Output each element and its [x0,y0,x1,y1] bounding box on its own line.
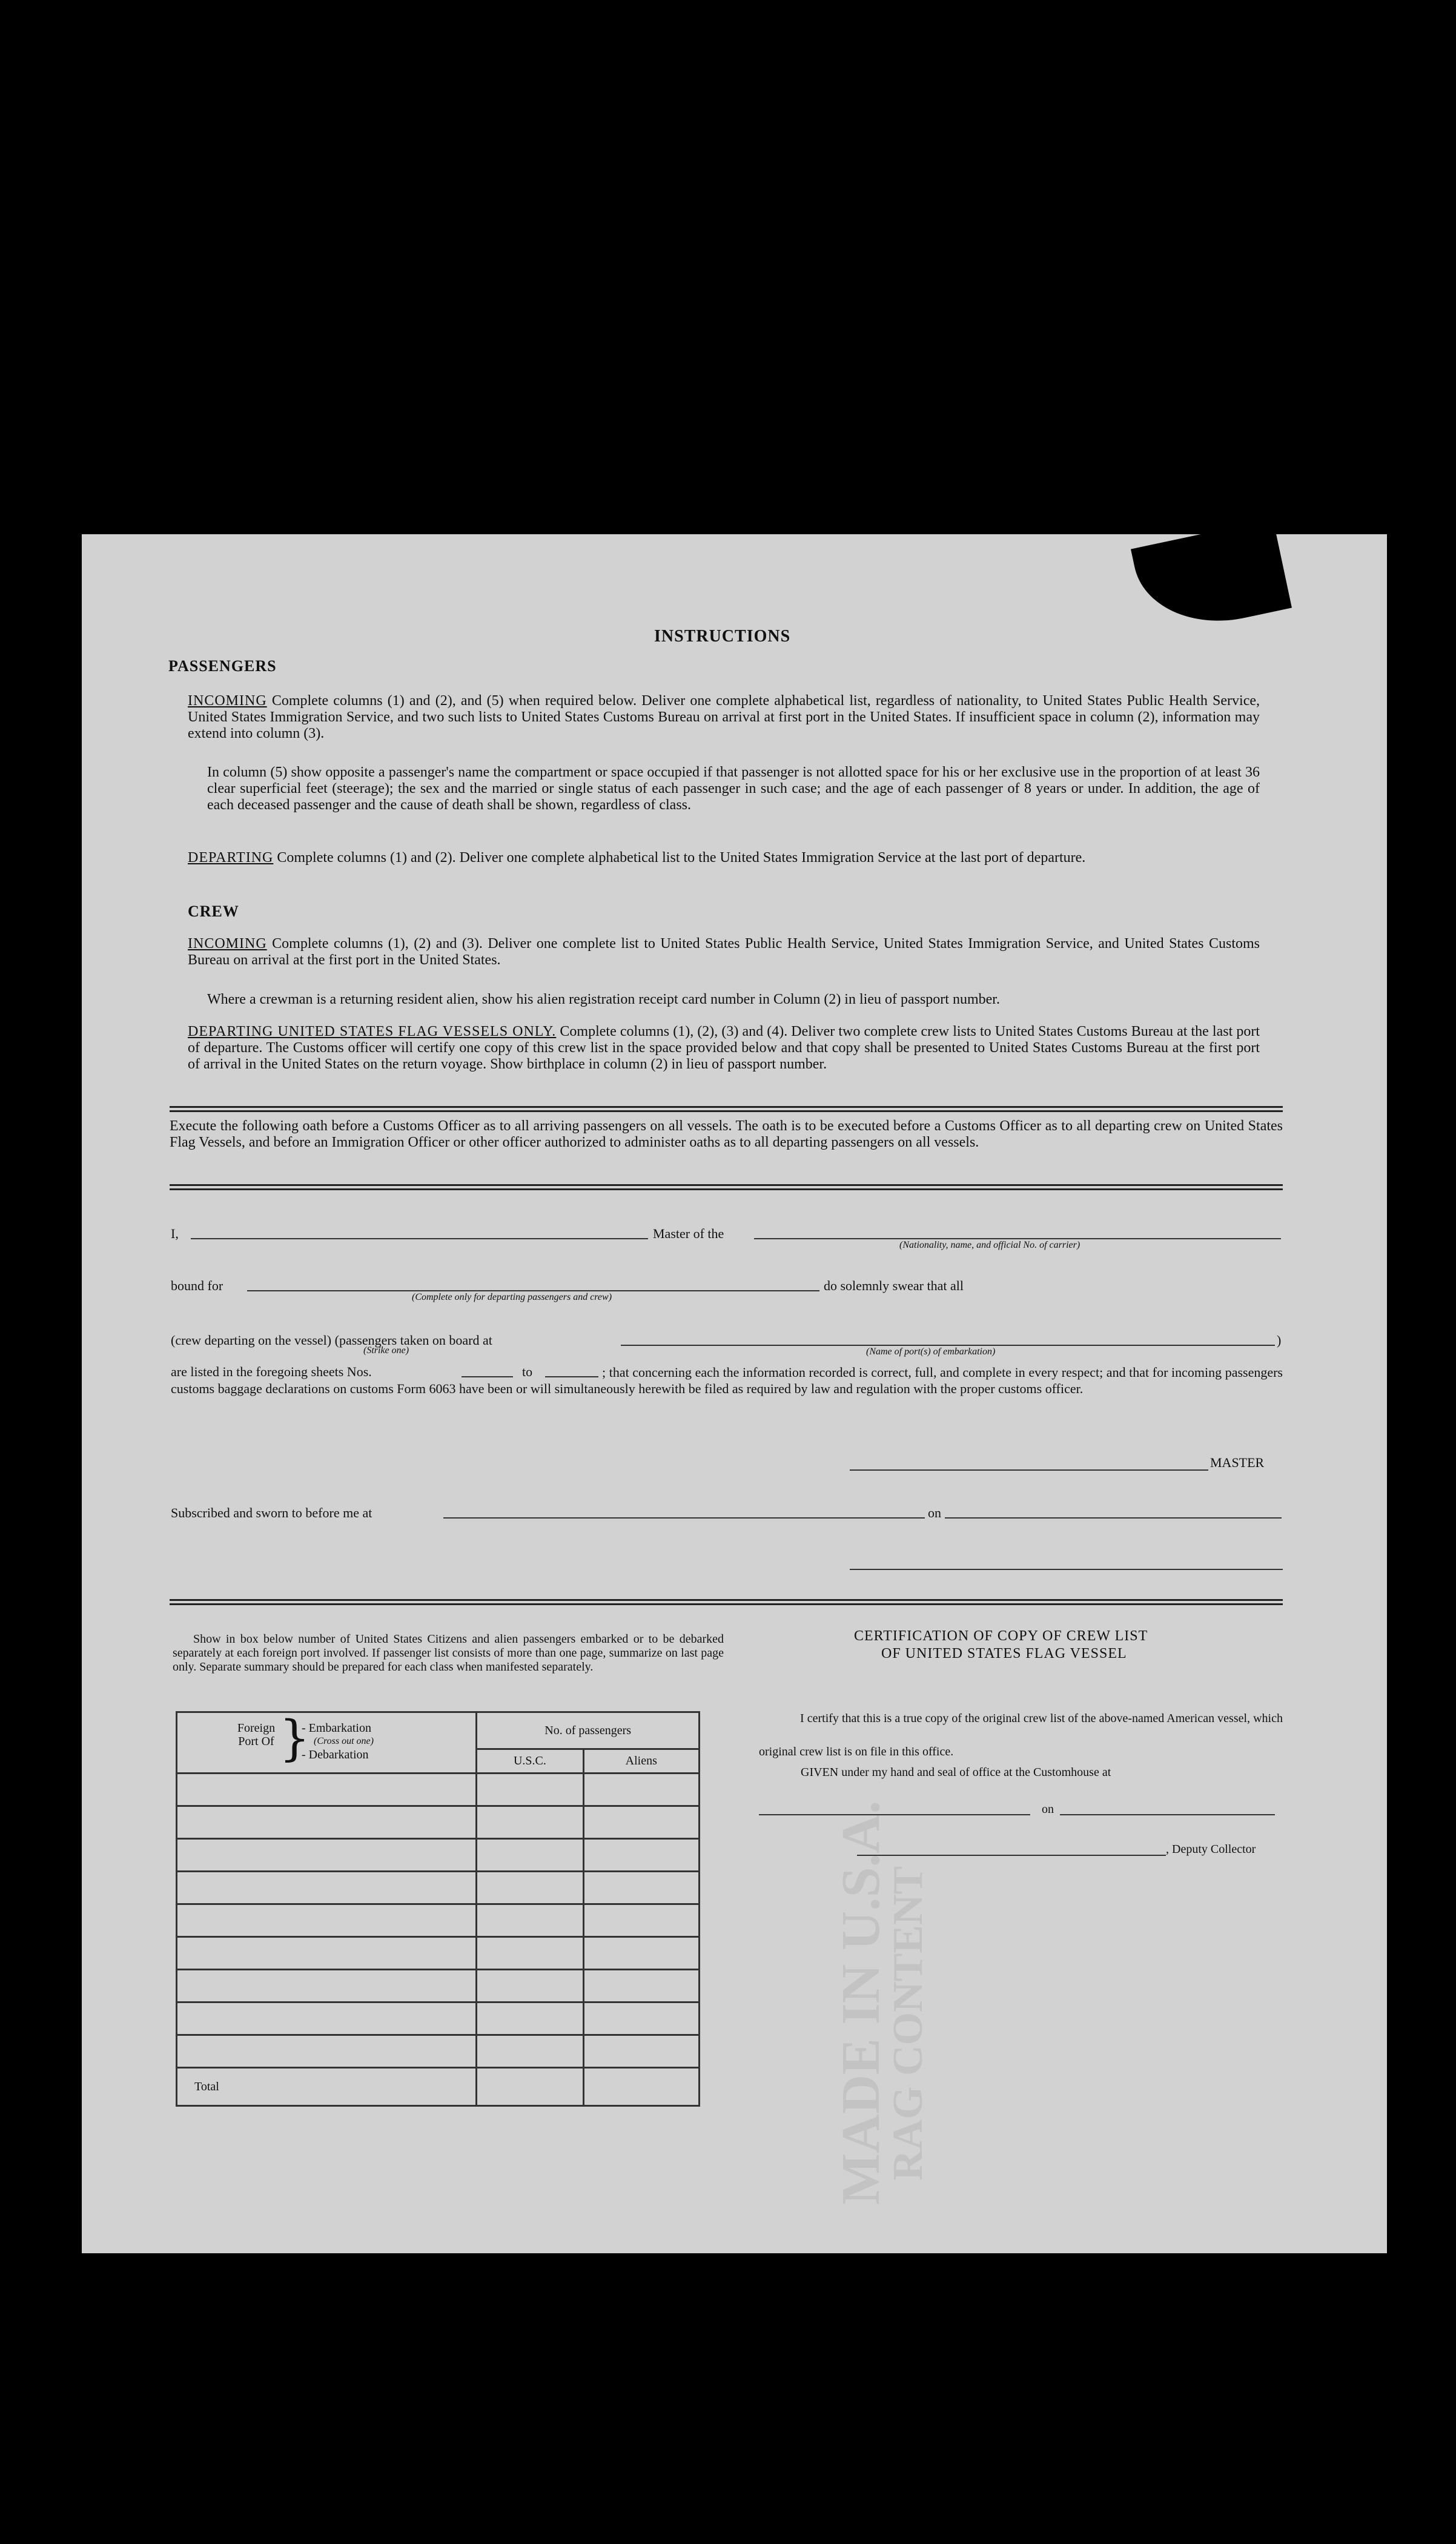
usc-cell[interactable] [477,2035,583,2068]
port-cell[interactable] [177,1904,477,1937]
oath-master-of: Master of the [653,1226,724,1241]
aliens-total-cell[interactable] [583,2068,699,2106]
passengers-column5-text: In column (5) show opposite a passenger's name the compartment or space occupied if that passenger is not allotted space for his or her exclusive use in the proportion of at least 36 clear superficial feet (steerage); the sex and the married or single status of each passenger in such case; and the age of each passenger of 8 years or under. In addition, the age of each deceased passenger and the cause of death shall be shown, regardless of class. [207,764,1260,813]
usc-cell[interactable] [477,1904,583,1937]
embarkation-ports-line[interactable] [621,1345,1275,1346]
port-cell[interactable] [177,1937,477,1970]
master-name-line[interactable] [191,1238,648,1239]
table-row [177,2002,700,2035]
no-of-passengers-header: No. of passengers [477,1712,700,1749]
usc-cell[interactable] [477,1806,583,1839]
aliens-cell[interactable] [583,1970,699,2002]
passengers-heading: PASSENGERS [168,657,277,675]
usc-cell[interactable] [477,1774,583,1806]
usc-cell[interactable] [477,2002,583,2035]
ports-caption: (Name of port(s) of embarkation) [866,1347,996,1357]
aliens-header: Aliens [583,1749,699,1774]
certify-text: I certify that this is a true copy of the original crew list of the above-named American vessel, which original crew list is on file in this office. [759,1712,1283,1758]
certification-on: on [1042,1803,1054,1816]
port-cell[interactable] [177,1774,477,1806]
embarkation-label: - Embarkation [302,1721,371,1735]
table-row [177,1937,700,1970]
crew-incoming [188,936,1260,969]
port-cell[interactable] [177,2002,477,2035]
subscribed-label: Subscribed and sworn to before me at [171,1505,372,1520]
table-row [177,2035,700,2068]
divider-oath [170,1184,1283,1190]
certification-title-2: OF UNITED STATES FLAG VESSEL [881,1646,1127,1661]
subscribed-place-line[interactable] [443,1517,925,1519]
passengers-column5 [207,764,1260,813]
passenger-summary-table [176,1711,700,2107]
oath-listed-to: to [522,1364,533,1379]
usc-cell[interactable] [477,1937,583,1970]
subscribed-date-line[interactable] [945,1517,1282,1519]
usc-cell[interactable] [477,1839,583,1872]
carrier-line[interactable] [754,1238,1281,1239]
total-label: Total [177,2068,477,2106]
passengers-incoming [188,693,1260,742]
port-cell[interactable] [177,2035,477,2068]
usc-cell[interactable] [477,1970,583,2002]
oath-listed-a: are listed in the foregoing sheets Nos. [171,1364,372,1379]
crew-departing [188,1024,1260,1073]
crew-departing-text: Complete columns (1), (2), (3) and (4). Deliver two complete crew lists to United States Customs Bureau at the last port of departure. The Customs officer will certify one copy of this crew list in the space provided below and that copy shall be presented to United States Customs Bureau at the first port of arrival in the United States on the return voyage. Show birthplace in column (2) in lieu of passport number. [188,1024,1260,1072]
departing-label: DEPARTING [188,850,274,866]
table-row [177,1774,700,1806]
aliens-cell[interactable] [583,1806,699,1839]
master-signature-line[interactable] [850,1469,1208,1471]
summary-instruction: Show in box below number of United States Citizens and alien passengers embarked or to be debarked separately at each foreign port involved. If passenger list consists of more than one page, summarize on last page only. Separate summary should be prepared for each class when manifested separately. [173,1632,724,1674]
incoming-label: INCOMING [188,693,267,709]
oath-instruction: Execute the following oath before a Customs Officer as to all arriving passengers on all vessels. The oath is to be executed before a Customs Officer as to all departing crew on United States Flag Vessels, and before an Immigration Officer or other officer authorized to administer oaths as to all departing passengers on all vessels. [170,1118,1283,1150]
table-row [177,1872,700,1904]
table-row [177,1839,700,1872]
cross-out-label: (Cross out one) [314,1736,374,1746]
port-cell[interactable] [177,1839,477,1872]
aliens-cell[interactable] [583,1839,699,1872]
customhouse-line[interactable] [759,1814,1030,1815]
certification-date-line[interactable] [1060,1814,1275,1815]
port-cell[interactable] [177,1806,477,1839]
bleed-through-text-2: RAG CONTENT [885,1866,932,2181]
aliens-cell[interactable] [583,1774,699,1806]
divider-top [170,1106,1283,1112]
oath-i-label: I, [171,1226,179,1241]
port-cell[interactable] [177,1970,477,2002]
crew-incoming-text: Complete columns (1), (2) and (3). Deliver one complete list to United States Public Health Service, United States Immigration Service, and United States Customs Bureau on arrival at the first port in the United States. [188,936,1260,968]
certification-title-1: CERTIFICATION OF COPY OF CREW LIST [854,1628,1148,1644]
aliens-cell[interactable] [583,2002,699,2035]
deputy-signature-line[interactable] [857,1855,1166,1856]
table-row [177,1806,700,1839]
passengers-departing [188,850,1260,866]
oath-close-paren: ) [1277,1333,1282,1348]
aliens-cell[interactable] [583,1937,699,1970]
brace-icon: } [279,1710,310,1766]
deputy-collector-label: , Deputy Collector [1166,1843,1256,1856]
port-header-cell [177,1712,477,1774]
bleed-through-text: MADE IN U.S.A. [831,1800,891,2205]
given-text: GIVEN under my hand and seal of office at the Customhouse at [801,1766,1111,1779]
foreign-port-of: Foreign Port Of [237,1721,276,1748]
aliens-cell[interactable] [583,1904,699,1937]
master-label: MASTER [1210,1455,1265,1470]
carrier-caption: (Nationality, name, and official No. of carrier) [899,1240,1080,1250]
port-cell[interactable] [177,1872,477,1904]
crew-heading: CREW [188,903,239,920]
crew-resident-text: Where a crewman is a returning resident alien, show his alien registration receipt card number in Column (2) in lieu of passport number. [207,992,1000,1007]
usc-header: U.S.C. [477,1749,583,1774]
officer-signature-line[interactable] [850,1569,1283,1570]
divider-bottom [170,1599,1283,1605]
aliens-cell[interactable] [583,2035,699,2068]
oath-bound-for: bound for [171,1278,223,1293]
table-row [177,1970,700,2002]
crew-resident [207,992,1260,1008]
usc-total-cell[interactable] [477,2068,583,2106]
oath-listed-b: ; that concerning each the information recorded is correct, full, and complete in every respect; and that for incoming passengers customs baggage declarations on customs Form 6063 have been or will simultaneously herewith be filed as required by law and regulation with the proper customs officer. [171,1365,1283,1396]
debarkation-label: - Debarkation [302,1748,369,1761]
oath-swear: do solemnly swear that all [824,1278,964,1293]
crew-incoming-label: INCOMING [188,936,267,952]
usc-cell[interactable] [477,1872,583,1904]
subscribed-on: on [928,1505,941,1520]
page-title: INSTRUCTIONS [654,627,791,646]
passengers-incoming-text: Complete columns (1) and (2), and (5) when required below. Deliver one complete alphabetical list, regardless of nationality, to United States Public Health Service, United States Immigration Service, and two such lists to United States Customs Bureau on arrival at first port in the United States. If insufficient space in column (2), information may extend into column (3). [188,693,1260,741]
crew-departing-label: DEPARTING UNITED STATES FLAG VESSELS ONLY. [188,1024,557,1039]
bound-for-line[interactable] [247,1290,819,1291]
strike-one-caption: (Strike one) [363,1345,409,1356]
total-row [177,2068,700,2106]
oath-crew-departing: (crew departing on the vessel) (passengers taken on board at [171,1333,492,1348]
passengers-departing-text: Complete columns (1) and (2). Deliver one complete alphabetical list to the United States Immigration Service at the last port of departure. [277,850,1086,866]
table-row [177,1904,700,1937]
bound-caption: (Complete only for departing passengers and crew) [412,1292,612,1302]
aliens-cell[interactable] [583,1872,699,1904]
